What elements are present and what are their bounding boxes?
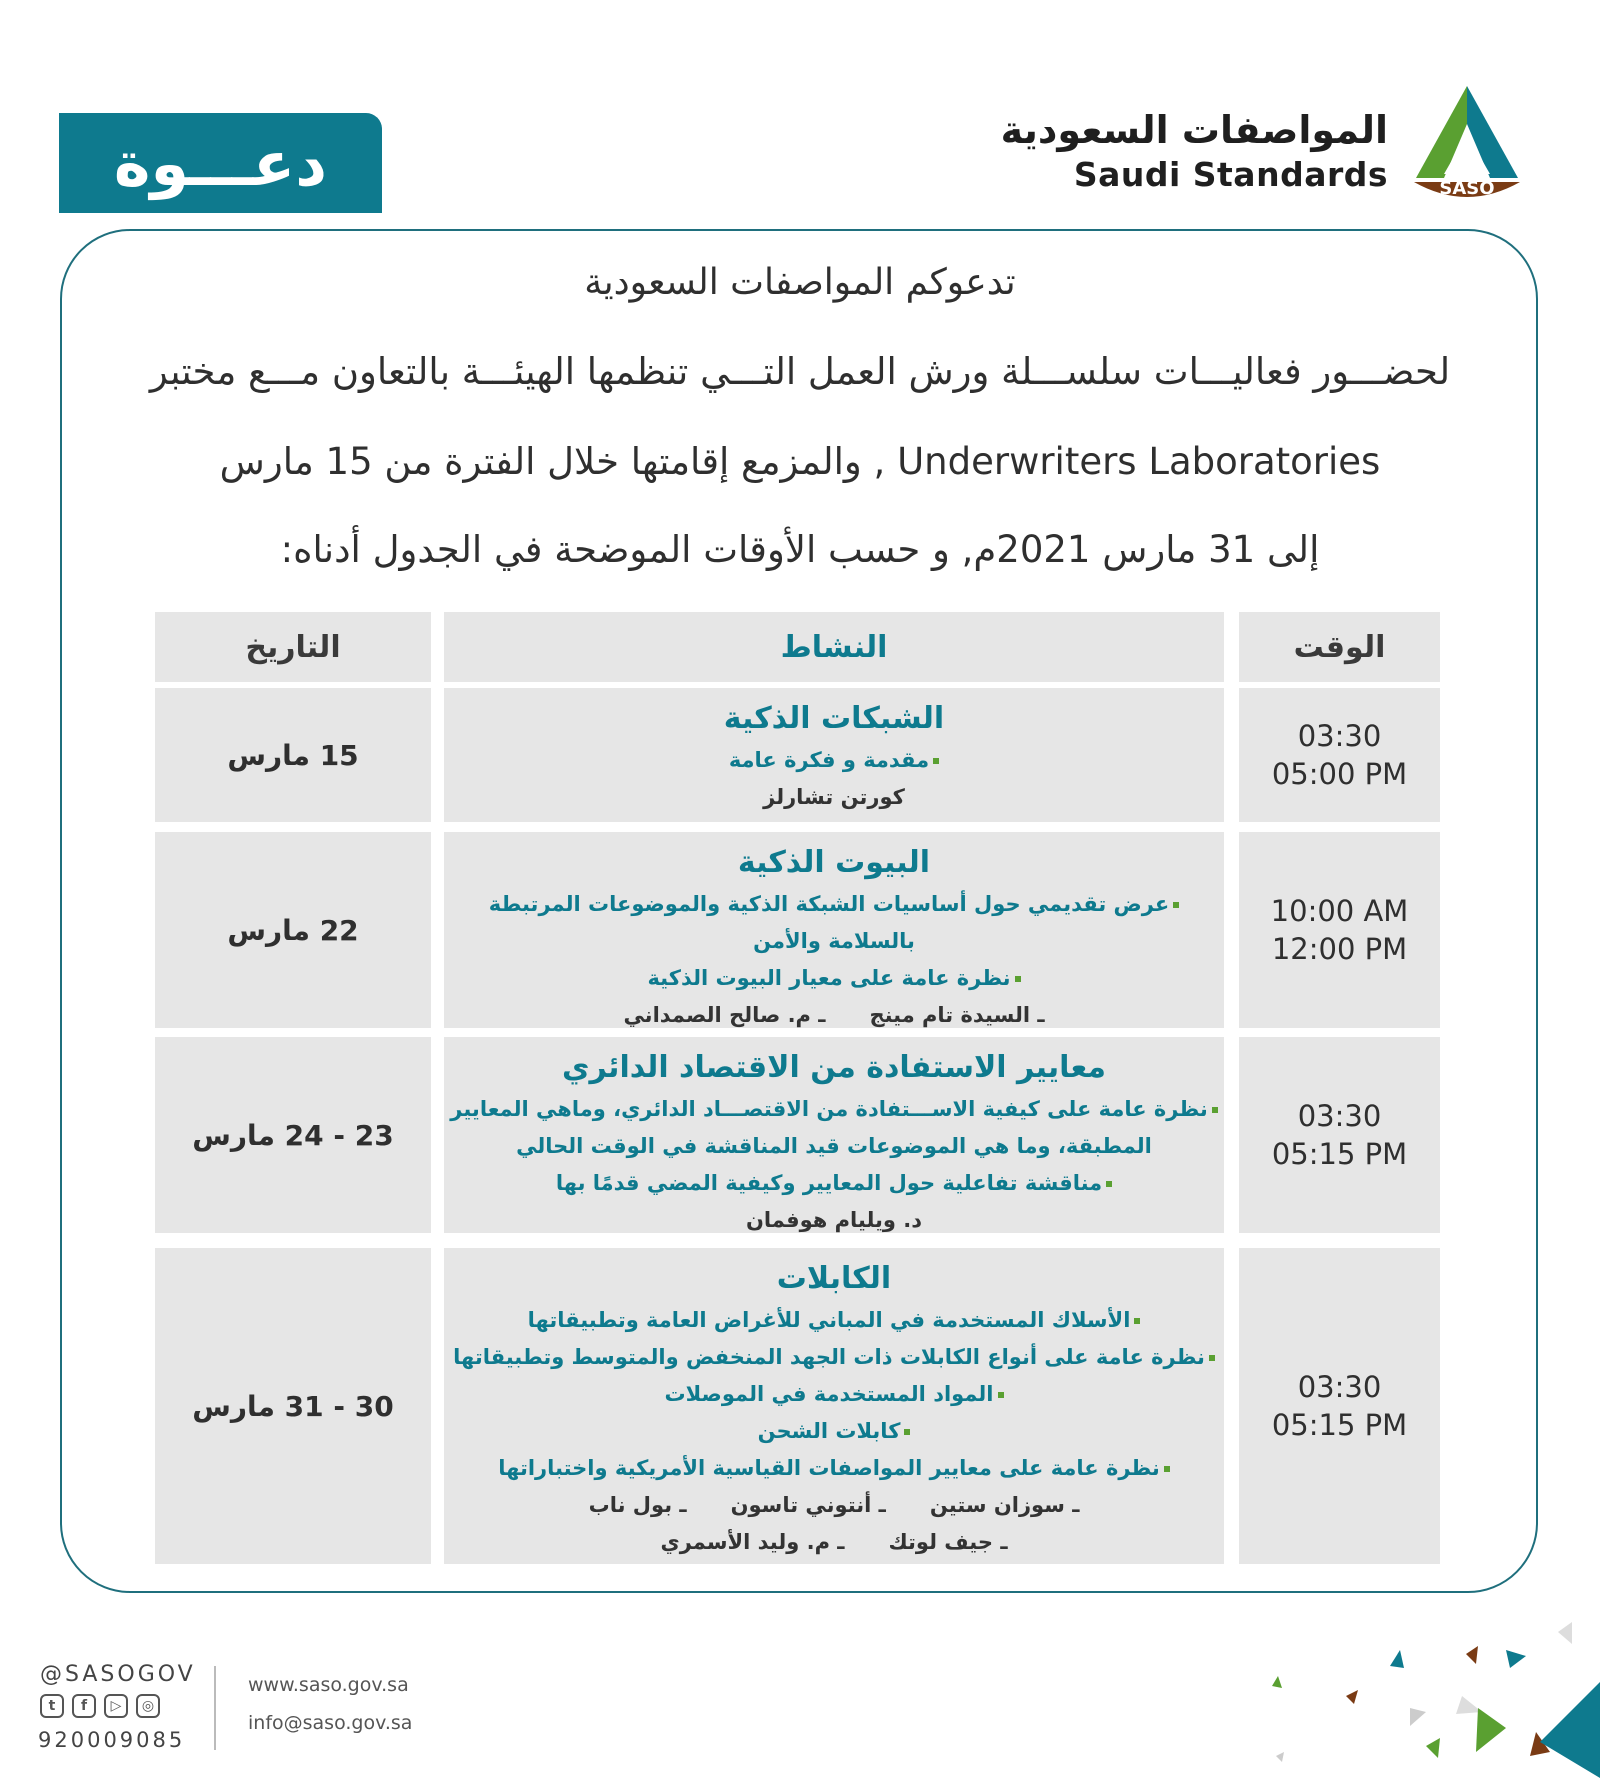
row4-date: 30 - 31 مارس (155, 1248, 431, 1564)
row3-title: معايير الاستفادة من الاقتصاد الدائري (562, 1050, 1106, 1085)
row1-title: الشبكات الذكية (723, 701, 945, 736)
facebook-icon[interactable]: f (72, 1694, 96, 1718)
row2-speakers (444, 997, 1224, 1034)
instagram-icon[interactable]: ◎ (136, 1694, 160, 1718)
row4-speakers-line1 (444, 1487, 1224, 1524)
row1-time (1239, 688, 1440, 822)
bullet-icon (1134, 1318, 1140, 1324)
row3-time-end: 05:15 PM (1271, 1137, 1408, 1171)
header-time: الوقت (1239, 612, 1440, 682)
row4-item: الأسلاك المستخدمة في المباني للأغراض العامة وتطبيقاتها (444, 1302, 1224, 1339)
row2-time-end: 12:00 PM (1271, 932, 1408, 966)
row1-date: 15 مارس (155, 688, 431, 822)
bullet-icon (1173, 902, 1179, 908)
website-link[interactable]: www.saso.gov.sa (248, 1674, 409, 1696)
invitation-label: دعـــوة (59, 113, 382, 213)
row2-time (1239, 832, 1440, 1028)
speaker-name: ـ سوزان ستين (929, 1493, 1080, 1517)
intro-line-3: Underwriters Laboratories , والمزمع إقامتها خلال الفترة من 15 مارس (219, 440, 1381, 483)
row4-time-start: 03:30 (1297, 1370, 1382, 1404)
row3-item: مناقشة تفاعلية حول المعايير وكيفية المضي قدمًا بها (444, 1165, 1224, 1202)
bullet-icon (1015, 976, 1021, 982)
row3-item-cont: المطبقة، وما هي الموضوعات قيد المناقشة في الوقت الحالي (516, 1134, 1152, 1158)
row4-item: كابلات الشحن (444, 1413, 1224, 1450)
row4-time (1239, 1248, 1440, 1564)
social-icons (40, 1694, 160, 1718)
row1-activity (444, 688, 1224, 822)
phone-number: 920009085 (38, 1728, 186, 1752)
header-activity: النشاط (444, 612, 1224, 682)
row3-activity (444, 1037, 1224, 1233)
speaker-name: ـ جيف لوتك (888, 1530, 1008, 1554)
row3-item: نظرة عامة على كيفية الاســـتفادة من الاقتصـــاد الدائري، وماهي المعايير (444, 1091, 1224, 1128)
row3-date: 23 - 24 مارس (155, 1037, 431, 1233)
row2-item: عرض تقديمي حول أساسيات الشبكة الذكية والموضوعات المرتبطة (444, 886, 1224, 923)
row2-item-cont: بالسلامة والأمن (753, 929, 915, 953)
bullet-icon (1209, 1355, 1215, 1361)
row3-time (1239, 1037, 1440, 1233)
row2-time-start: 10:00 AM (1270, 894, 1409, 928)
row4-speakers-line2 (444, 1524, 1224, 1561)
bullet-icon (904, 1429, 910, 1435)
row2-title: البيوت الذكية (737, 845, 931, 880)
speaker-name: ـ أنتوني تاسون (730, 1493, 886, 1517)
email-link[interactable]: info@saso.gov.sa (248, 1712, 413, 1734)
logo-text-arabic: المواصفات السعودية (1000, 108, 1388, 152)
row3-speaker: د. ويليام هوفمان (745, 1208, 923, 1232)
row4-time-end: 05:15 PM (1271, 1408, 1408, 1442)
twitter-icon[interactable]: t (40, 1694, 64, 1718)
logo-badge-text: SASO (1439, 178, 1495, 199)
bullet-icon (933, 758, 939, 764)
social-handle: @SASOGOV (40, 1662, 196, 1687)
saso-logo-icon (1404, 82, 1530, 202)
row2-item: نظرة عامة على معيار البيوت الذكية (444, 960, 1224, 997)
row4-title: الكابلات (776, 1261, 892, 1296)
row2-activity (444, 832, 1224, 1028)
speaker-name: ـ م. صالح الصمداني (623, 1003, 826, 1027)
row3-time-start: 03:30 (1297, 1099, 1382, 1133)
speaker-name: ـ السيدة تام مينج (869, 1003, 1045, 1027)
bullet-icon (1212, 1107, 1218, 1113)
logo-text-english: Saudi Standards (1073, 155, 1388, 194)
row4-activity (444, 1248, 1224, 1564)
speaker-name: ـ م. وليد الأسمري (660, 1530, 845, 1554)
bullet-icon (1164, 1466, 1170, 1472)
row2-date: 22 مارس (155, 832, 431, 1028)
row1-time-end: 05:00 PM (1271, 757, 1408, 791)
row4-item: نظرة عامة على معايير المواصفات القياسية الأمريكية واختباراتها (444, 1450, 1224, 1487)
bullet-icon (998, 1392, 1004, 1398)
youtube-icon[interactable]: ▷ (104, 1694, 128, 1718)
footer-divider (214, 1666, 216, 1750)
row4-item: المواد المستخدمة في الموصلات (444, 1376, 1224, 1413)
decorative-triangles-icon (1250, 1620, 1600, 1778)
intro-line-4: إلى 31 مارس 2021م, و حسب الأوقات الموضحة في الجدول أدناه: (280, 528, 1320, 571)
intro-line-2: لحضـــور فعاليـــات سلســـلة ورش العمل التـــي تنظمها الهيئـــة بالتعاون مـــع مختبر (149, 350, 1451, 393)
row1-item: مقدمة و فكرة عامة (444, 742, 1224, 779)
bullet-icon (1106, 1181, 1112, 1187)
row1-time-start: 03:30 (1297, 719, 1382, 753)
intro-line-1: تدعوكم المواصفات السعودية (584, 262, 1016, 303)
row4-item: نظرة عامة على أنواع الكابلات ذات الجهد المنخفض والمتوسط وتطبيقاتها (444, 1339, 1224, 1376)
speaker-name: ـ بول ناب (588, 1493, 687, 1517)
header-date: التاريخ (155, 612, 431, 682)
row1-speaker: كورتن تشارلز (763, 785, 905, 809)
